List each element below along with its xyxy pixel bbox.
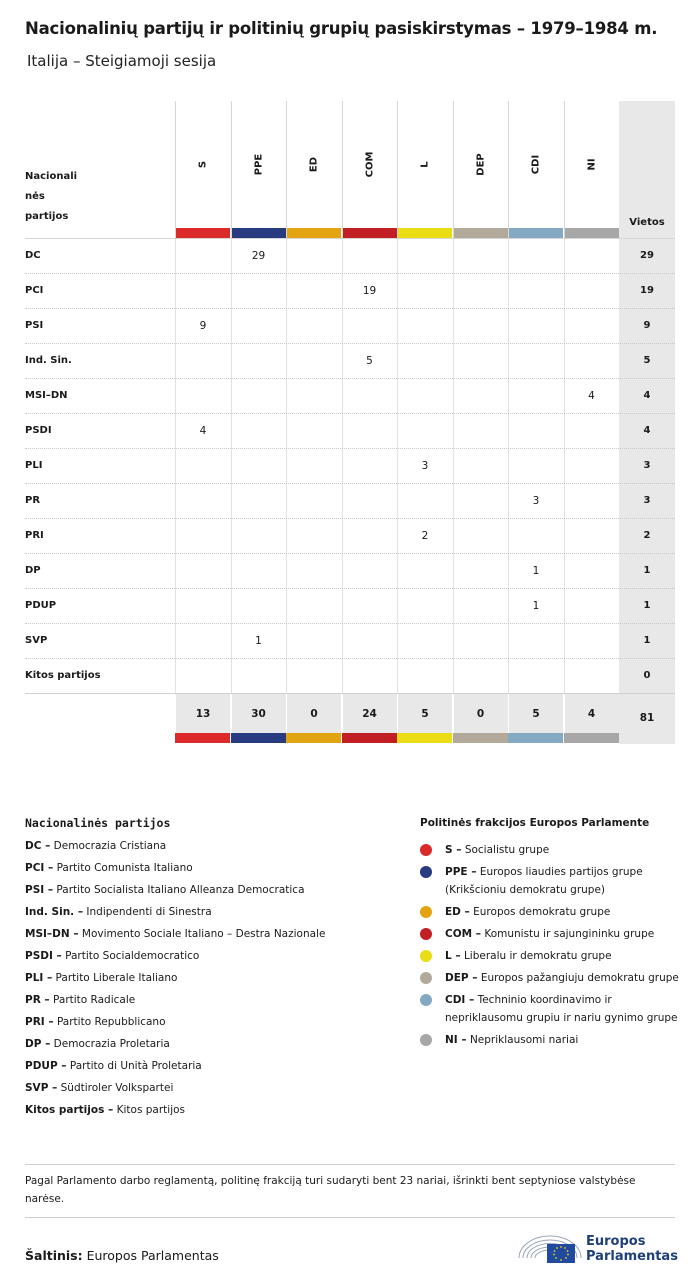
party-code: PLI – xyxy=(25,972,53,984)
party-code: PSI – xyxy=(25,884,54,896)
party-full-name: Democrazia Proletaria xyxy=(53,1038,170,1050)
group-total: 5 xyxy=(508,694,563,734)
group-color-bar xyxy=(232,228,286,238)
seat-cell xyxy=(453,624,508,659)
party-name: PSI xyxy=(25,320,44,331)
group-legend-item xyxy=(420,863,680,899)
group-color-bar xyxy=(176,228,230,238)
party-code: PR – xyxy=(25,994,50,1006)
group-full-name: Europos liaudies partijos grupe (Krikšcioniu demokratu grupe) xyxy=(445,866,643,896)
group-color-dot-icon xyxy=(420,928,432,940)
group-code: COM – xyxy=(445,928,481,940)
party-full-name: Democrazia Cristiana xyxy=(53,840,167,852)
seat-cell xyxy=(175,624,230,659)
group-code: PPE – xyxy=(445,866,477,878)
group-code: CDI – xyxy=(445,994,475,1006)
party-code: PRI – xyxy=(25,1016,54,1028)
table-row xyxy=(25,553,675,588)
row-total: 19 xyxy=(619,274,675,309)
row-total: 29 xyxy=(619,239,675,274)
group-full-name: Techninio koordinavimo ir nepriklausomu grupiu ir nariu gynimo grupe xyxy=(445,994,678,1024)
group-legend-item xyxy=(420,991,680,1027)
group-legend-item xyxy=(420,947,680,965)
seat-cell xyxy=(453,274,508,309)
group-color-bar xyxy=(342,733,397,743)
group-column-header xyxy=(564,101,619,238)
seat-cell xyxy=(286,624,341,659)
seat-cell xyxy=(175,449,230,484)
party-code: Ind. Sin. – xyxy=(25,906,84,918)
seat-cell: 4 xyxy=(564,379,619,414)
table-row xyxy=(25,518,675,553)
group-color-bar xyxy=(398,228,452,238)
seat-cell xyxy=(397,309,452,344)
group-code: L – xyxy=(445,950,461,962)
group-color-dot-icon xyxy=(420,972,432,984)
group-total: 0 xyxy=(286,694,341,734)
party-name: PSDI xyxy=(25,425,52,436)
seat-cell xyxy=(231,484,286,519)
seat-cell xyxy=(564,659,619,694)
seat-cell xyxy=(231,379,286,414)
seat-cell: 5 xyxy=(342,344,397,379)
seat-cell xyxy=(564,274,619,309)
group-legend-item xyxy=(420,969,680,987)
seat-cell xyxy=(286,414,341,449)
seat-cell xyxy=(175,519,230,554)
group-code-label: PPE xyxy=(253,153,264,176)
seat-cell xyxy=(564,309,619,344)
party-full-name: Partito Repubblicano xyxy=(56,1016,166,1028)
seat-cell xyxy=(342,239,397,274)
source-label: Šaltinis: xyxy=(25,1248,83,1263)
table-row xyxy=(25,273,675,308)
seat-cell xyxy=(231,414,286,449)
seat-cell: 9 xyxy=(175,309,230,344)
seat-cell xyxy=(564,484,619,519)
seat-cell: 3 xyxy=(397,449,452,484)
group-full-name: Europos pažangiuju demokratu grupe xyxy=(480,972,679,984)
party-legend-title: Nacionalinės partijos xyxy=(25,816,171,830)
row-total: 0 xyxy=(619,659,675,694)
seat-cell xyxy=(397,379,452,414)
seat-cell xyxy=(453,239,508,274)
party-legend-item xyxy=(25,1016,405,1038)
seat-cell xyxy=(231,589,286,624)
seat-cell xyxy=(453,554,508,589)
table-row xyxy=(25,238,675,273)
party-legend-item xyxy=(25,928,405,950)
group-code-label: L xyxy=(419,161,431,168)
seat-cell xyxy=(453,484,508,519)
group-total: 4 xyxy=(564,694,619,734)
seat-cell xyxy=(508,274,563,309)
party-legend-item xyxy=(25,884,405,906)
table-row xyxy=(25,658,675,693)
group-color-bar xyxy=(175,733,230,743)
group-color-dot-icon xyxy=(420,906,432,918)
seat-cell xyxy=(453,449,508,484)
seat-cell xyxy=(453,379,508,414)
seat-cell xyxy=(397,659,452,694)
seat-cell xyxy=(453,589,508,624)
seat-cell xyxy=(286,239,341,274)
table-row xyxy=(25,413,675,448)
party-full-name: Partito Radicale xyxy=(53,994,136,1006)
seat-cell xyxy=(453,344,508,379)
seat-cell xyxy=(453,519,508,554)
seat-cell: 3 xyxy=(508,484,563,519)
seat-cell xyxy=(286,309,341,344)
party-full-name: Movimento Sociale Italiano – Destra Nazionale xyxy=(81,928,326,940)
group-color-bar xyxy=(343,228,397,238)
group-column-header xyxy=(231,101,286,238)
group-code-label: ED xyxy=(308,156,320,173)
party-full-name: Indipendenti di Sinestra xyxy=(86,906,212,918)
seat-cell: 19 xyxy=(342,274,397,309)
party-legend-item xyxy=(25,862,405,884)
seat-cell xyxy=(286,484,341,519)
group-color-bar xyxy=(231,733,286,743)
party-name: DP xyxy=(25,565,41,576)
seat-cell xyxy=(231,659,286,694)
group-legend xyxy=(420,817,680,1053)
table-body xyxy=(25,238,675,693)
table-row xyxy=(25,308,675,343)
party-legend-item xyxy=(25,1082,405,1104)
seat-cell xyxy=(508,414,563,449)
group-code-label: DEP xyxy=(475,153,486,176)
group-legend-title: Politinės frakcijos Europos Parlamente xyxy=(420,817,650,829)
seat-cell xyxy=(231,554,286,589)
group-legend-item xyxy=(420,1031,680,1049)
group-color-bar xyxy=(564,733,619,743)
seat-cell xyxy=(175,274,230,309)
party-code: PCI – xyxy=(25,862,54,874)
party-column-header: Nacionali nės partijos xyxy=(25,171,78,222)
seat-cell xyxy=(175,484,230,519)
seat-cell xyxy=(286,274,341,309)
group-column-header xyxy=(342,101,397,238)
group-column-header xyxy=(453,101,508,238)
group-color-bar xyxy=(397,733,452,743)
party-full-name: Partito di Unità Proletaria xyxy=(69,1060,202,1072)
table-row xyxy=(25,343,675,378)
seat-cell xyxy=(231,309,286,344)
row-total: 2 xyxy=(619,519,675,554)
party-name: PDUP xyxy=(25,600,57,611)
party-name: DC xyxy=(25,250,41,261)
seat-cell xyxy=(397,554,452,589)
source-text: Europos Parlamentas xyxy=(86,1248,219,1263)
group-column-header xyxy=(175,101,230,238)
group-code: ED – xyxy=(445,906,470,918)
party-name: Ind. Sin. xyxy=(25,355,72,366)
party-code: SVP – xyxy=(25,1082,58,1094)
row-total: 5 xyxy=(619,344,675,379)
seat-cell xyxy=(508,344,563,379)
group-color-bar xyxy=(287,228,341,238)
seat-cell: 1 xyxy=(231,624,286,659)
seat-cell xyxy=(508,379,563,414)
group-code-label: NI xyxy=(586,158,597,171)
group-color-dot-icon xyxy=(420,866,432,878)
party-name: PLI xyxy=(25,460,43,471)
party-legend-item xyxy=(25,1060,405,1082)
seat-cell xyxy=(397,484,452,519)
party-full-name: Partito Comunista Italiano xyxy=(56,862,193,874)
group-code-label: CDI xyxy=(530,154,542,175)
seat-cell xyxy=(508,519,563,554)
distribution-table xyxy=(25,101,675,743)
table-row xyxy=(25,623,675,658)
page-title: Nacionalinių partijų ir politinių grupių pasiskirstymas – 1979–1984 m. xyxy=(25,19,658,38)
table-row xyxy=(25,448,675,483)
party-legend-item xyxy=(25,840,405,862)
seat-cell xyxy=(397,344,452,379)
party-legend-item xyxy=(25,972,405,994)
seat-cell xyxy=(286,659,341,694)
group-total: 24 xyxy=(342,694,397,734)
table-header xyxy=(25,101,675,238)
party-code: PDUP – xyxy=(25,1060,67,1072)
footnote: Pagal Parlamento darbo reglamentą, politinę frakciją turi sudaryti bent 23 nariai, išrinkti bent septyniose valstybėse narėse. xyxy=(25,1175,636,1205)
group-color-bar xyxy=(286,733,341,743)
table-row xyxy=(25,378,675,413)
row-total: 3 xyxy=(619,484,675,519)
group-full-name: Komunistu ir sajungininku grupe xyxy=(484,928,655,940)
seat-cell xyxy=(508,624,563,659)
seat-cell xyxy=(564,239,619,274)
party-legend-item xyxy=(25,950,405,972)
party-legend-item xyxy=(25,1104,405,1126)
group-total: 13 xyxy=(175,694,230,734)
seat-cell xyxy=(397,624,452,659)
party-code: DC – xyxy=(25,840,51,852)
seat-cell xyxy=(508,239,563,274)
party-name: PR xyxy=(25,495,41,506)
seat-cell xyxy=(231,274,286,309)
group-code: NI – xyxy=(445,1034,467,1046)
party-full-name: Südtiroler Volkspartei xyxy=(60,1082,174,1094)
seat-cell xyxy=(286,344,341,379)
group-color-dot-icon xyxy=(420,844,432,856)
party-legend xyxy=(25,816,405,1126)
party-code: MSI–DN – xyxy=(25,928,79,940)
seat-cell xyxy=(453,309,508,344)
seat-cell xyxy=(175,659,230,694)
seat-cell xyxy=(286,519,341,554)
party-legend-item xyxy=(25,1038,405,1060)
european-parliament-logo-icon xyxy=(515,1228,585,1266)
seat-cell: 1 xyxy=(508,554,563,589)
group-color-dot-icon xyxy=(420,1034,432,1046)
party-code: Kitos partijos – xyxy=(25,1104,114,1116)
group-color-bar xyxy=(454,228,508,238)
grand-total: 81 xyxy=(619,694,675,744)
seat-cell xyxy=(342,309,397,344)
group-code: DEP – xyxy=(445,972,478,984)
group-column-header xyxy=(397,101,452,238)
party-full-name: Kitos partijos xyxy=(116,1104,186,1116)
group-color-bar xyxy=(509,228,563,238)
row-total: 1 xyxy=(619,589,675,624)
party-name: Kitos partijos xyxy=(25,670,101,681)
group-column-header xyxy=(508,101,563,238)
group-total: 30 xyxy=(231,694,286,734)
party-full-name: Partito Liberale Italiano xyxy=(55,972,178,984)
row-total: 9 xyxy=(619,309,675,344)
group-full-name: Europos demokratu grupe xyxy=(473,906,611,918)
row-total: 3 xyxy=(619,449,675,484)
group-full-name: Liberalu ir demokratu grupe xyxy=(463,950,612,962)
party-name: MSI–DN xyxy=(25,390,68,401)
seat-cell xyxy=(231,344,286,379)
row-total: 4 xyxy=(619,414,675,449)
seat-cell xyxy=(564,414,619,449)
group-full-name: Socialistu grupe xyxy=(464,844,550,856)
party-legend-item xyxy=(25,994,405,1016)
seat-cell xyxy=(286,449,341,484)
seat-cell xyxy=(453,659,508,694)
group-color-dot-icon xyxy=(420,950,432,962)
seat-cell xyxy=(564,449,619,484)
totals-row xyxy=(25,693,675,733)
row-total: 1 xyxy=(619,624,675,659)
group-code: S – xyxy=(445,844,462,856)
group-column-header xyxy=(286,101,341,238)
group-color-bar xyxy=(453,733,508,743)
party-code: PSDI – xyxy=(25,950,62,962)
group-legend-item xyxy=(420,903,680,921)
seat-cell xyxy=(175,589,230,624)
group-code-label: COM xyxy=(364,151,375,178)
seat-cell xyxy=(175,239,230,274)
group-legend-item xyxy=(420,841,680,859)
seat-cell xyxy=(397,274,452,309)
source-line xyxy=(25,1248,219,1263)
group-legend-item xyxy=(420,925,680,943)
seat-cell xyxy=(342,379,397,414)
group-total: 5 xyxy=(397,694,452,734)
party-name: PCI xyxy=(25,285,44,296)
seat-cell xyxy=(342,484,397,519)
seat-cell xyxy=(564,519,619,554)
seat-cell xyxy=(397,239,452,274)
seat-cell: 4 xyxy=(175,414,230,449)
table-row xyxy=(25,483,675,518)
seat-cell xyxy=(342,554,397,589)
seat-cell xyxy=(286,589,341,624)
seat-cell: 1 xyxy=(508,589,563,624)
seat-cell xyxy=(508,659,563,694)
seat-cell xyxy=(564,344,619,379)
seat-cell: 29 xyxy=(231,239,286,274)
seat-cell xyxy=(342,519,397,554)
party-full-name: Partito Socialdemocratico xyxy=(65,950,200,962)
seat-cell xyxy=(231,449,286,484)
seat-cell xyxy=(342,589,397,624)
seat-cell xyxy=(397,414,452,449)
seat-cell: 2 xyxy=(397,519,452,554)
party-name: PRI xyxy=(25,530,44,541)
seats-column-header: Vietos xyxy=(619,101,675,238)
seat-cell xyxy=(175,379,230,414)
european-parliament-wordmark: Europos Parlamentas xyxy=(586,1234,678,1264)
party-code: DP – xyxy=(25,1038,51,1050)
party-legend-item xyxy=(25,906,405,928)
seat-cell xyxy=(564,554,619,589)
seat-cell xyxy=(286,554,341,589)
seat-cell xyxy=(508,449,563,484)
seat-cell xyxy=(342,449,397,484)
group-code-label: S xyxy=(197,160,209,169)
group-color-bars xyxy=(25,733,675,743)
party-name: SVP xyxy=(25,635,48,646)
group-full-name: Nepriklausomi nariai xyxy=(469,1034,579,1046)
seat-cell xyxy=(342,659,397,694)
seat-cell xyxy=(564,589,619,624)
party-full-name: Partito Socialista Italiano Alleanza Democratica xyxy=(56,884,305,896)
group-color-dot-icon xyxy=(420,994,432,1006)
seat-cell xyxy=(175,344,230,379)
page-subtitle: Italija – Steigiamoji sesija xyxy=(27,52,217,70)
seat-cell xyxy=(286,379,341,414)
seat-cell xyxy=(175,554,230,589)
group-color-bar xyxy=(508,733,563,743)
row-total: 4 xyxy=(619,379,675,414)
seat-cell xyxy=(508,309,563,344)
seat-cell xyxy=(342,624,397,659)
seat-cell xyxy=(342,414,397,449)
group-color-bar xyxy=(565,228,619,238)
divider xyxy=(25,1164,675,1165)
seat-cell xyxy=(564,624,619,659)
seat-cell xyxy=(231,519,286,554)
table-row xyxy=(25,588,675,623)
divider xyxy=(25,1217,675,1218)
seat-cell xyxy=(397,589,452,624)
seat-cell xyxy=(453,414,508,449)
row-total: 1 xyxy=(619,554,675,589)
group-total: 0 xyxy=(453,694,508,734)
